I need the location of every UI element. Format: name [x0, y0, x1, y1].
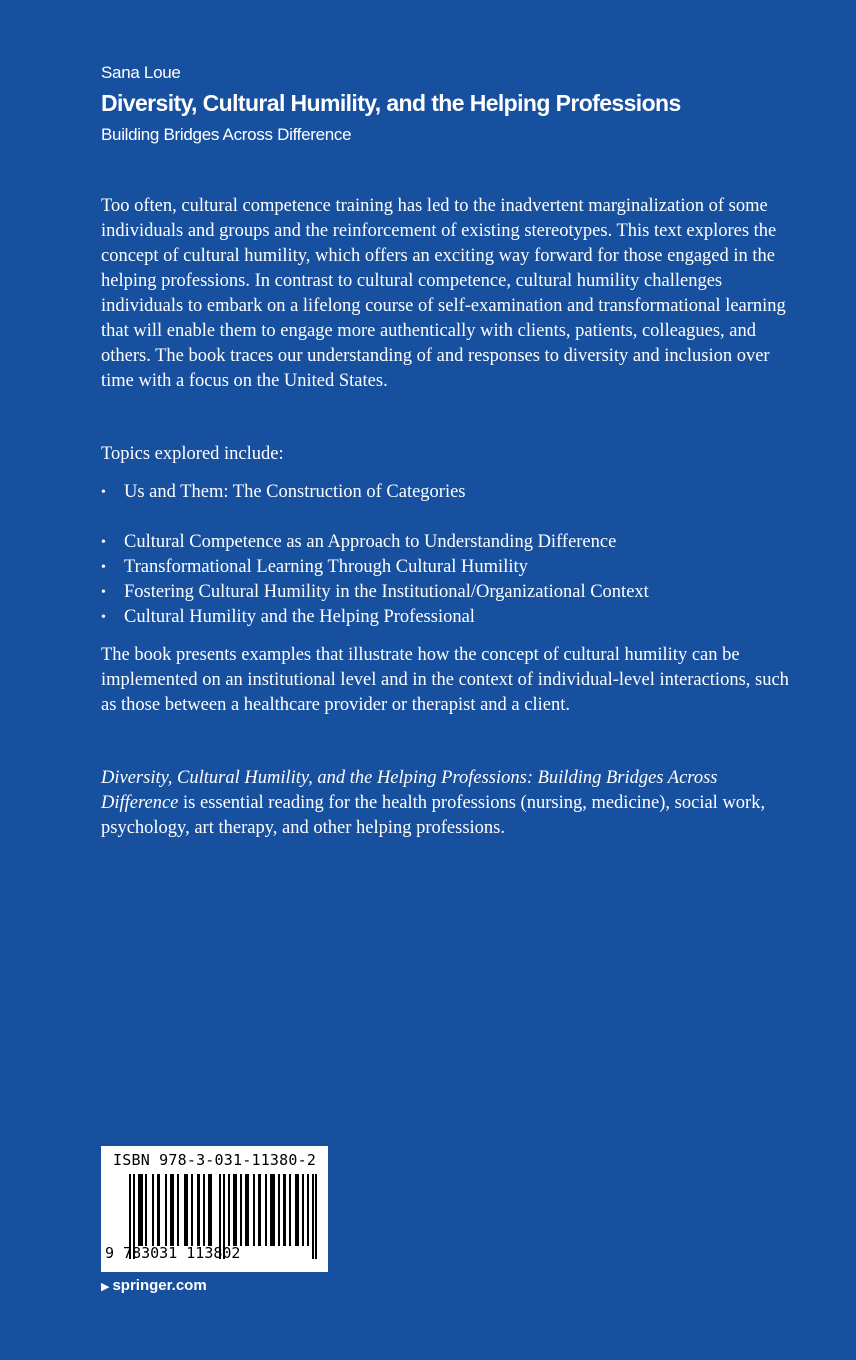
isbn-barcode: [101, 1146, 328, 1272]
topics-list: [101, 480, 466, 505]
closing-text: is essential reading for the health professions (nursing, medicine), social work, psychology, art therapy, and other helping professions.: [101, 793, 766, 838]
author-name: Sana Loue: [101, 63, 181, 82]
topic-item: • Cultural Humility and the Helping Professional: [101, 605, 649, 630]
examples-paragraph: The book presents examples that illustrate how the concept of cultural humility can be implemented on an institutional level and in the context of individual-level interactions, such as those between a healthcare provider or therapist and a client.: [101, 645, 789, 715]
topics-list: [101, 530, 649, 630]
topics-heading: Topics explored include:: [101, 444, 284, 464]
book-subtitle: Building Bridges Across Difference: [101, 125, 352, 144]
book-title: Diversity, Cultural Humility, and the Helping Professions: [101, 90, 681, 116]
intro-paragraph: Too often, cultural competence training has led to the inadvertent marginalization of some individuals and groups and the reinforcement of existing stereotypes. This text explores the concept of cultural humility, which offers an exciting way forward for those engaged in the helping professions. In contrast to cultural competence, cultural humility challenges individuals to embark on a lifelong course of self-examination and transformational learning that will enable them to engage more authentically with clients, patients, colleagues, and others. The book traces our understanding of and responses to diversity and inclusion over time with a focus on the United States.: [101, 196, 786, 391]
publisher-link-text: springer.com: [112, 1277, 207, 1294]
play-arrow-icon: ▶: [101, 1281, 110, 1293]
topic-item: • Us and Them: The Construction of Categories: [101, 480, 466, 505]
topic-item: • Transformational Learning Through Cultural Humility: [101, 555, 649, 580]
isbn-label: ISBN 978-3-031-11380-2: [113, 1151, 317, 1169]
isbn-digits: 9 783031 113802: [105, 1244, 241, 1262]
topic-item: • Fostering Cultural Humility in the Institutional/Organizational Context: [101, 580, 649, 605]
closing-paragraph: [101, 766, 791, 841]
topic-item: • Cultural Competence as an Approach to Understanding Difference: [101, 530, 649, 555]
publisher-link[interactable]: [101, 1277, 207, 1294]
closing-title-italic: Diversity, Cultural Humility, and the Helping Professions: Building Bridges Across Difference: [101, 768, 718, 813]
